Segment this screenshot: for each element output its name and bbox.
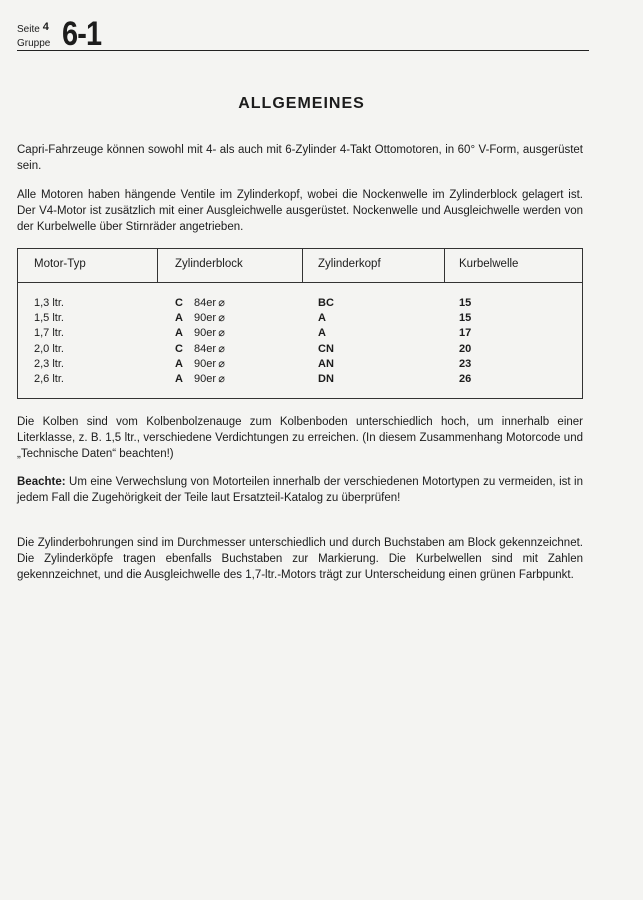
paragraph-valves: Alle Motoren haben hängende Ventile im Zylinderkopf, wobei die Nockenwelle im Zylinderblock gelagert ist. Der V4-Motor ist zusätzlich mit einer Ausgleichwelle ausgerüstet. Nockenwelle und Ausgleichwelle werden von der Kurbelwelle über Stirnräder angetrieben. — [17, 189, 583, 233]
page-title: ALLGEMEINES — [238, 95, 365, 112]
section-code: 6-1 — [62, 15, 102, 53]
note-label: Beachte: — [17, 476, 66, 488]
column-motor — [34, 296, 64, 387]
column-crank — [459, 296, 471, 387]
cell-block-letter: A — [175, 327, 183, 340]
cell-motor: 1,3 ltr. — [34, 297, 64, 309]
gruppe-label: Gruppe — [17, 38, 51, 49]
engine-table — [17, 248, 583, 399]
diameter-icon: ⌀ — [218, 342, 225, 355]
paragraph-intro: Capri-Fahrzeuge können sowohl mit 4- als auch mit 6-Zylinder 4-Takt Ottomotoren, in 60° V-Form, ausgerüstet sein. — [17, 144, 583, 172]
cell-crank: 20 — [459, 342, 472, 355]
cell-motor: 2,0 ltr. — [34, 342, 64, 355]
header-zylinderblock: Zylinderblock — [175, 258, 243, 270]
cell-head: BC — [318, 297, 334, 309]
cell-motor: 1,5 ltr. — [34, 312, 64, 325]
column-divider — [157, 249, 158, 282]
cell-block-size: 84er — [194, 297, 217, 309]
page-header-labels — [17, 22, 50, 51]
cell-crank: 15 — [459, 312, 472, 325]
cell-motor: 1,7 ltr. — [34, 327, 64, 340]
header-divider — [17, 50, 589, 51]
cell-block-size: 90er — [194, 327, 217, 340]
cell-block-size: 84er — [194, 342, 217, 355]
header-kurbelwelle: Kurbelwelle — [459, 258, 519, 270]
cell-block-letter: A — [175, 357, 183, 370]
cell-block-letter: C — [175, 297, 183, 309]
seite-label: Seite — [17, 24, 40, 35]
diameter-icon: ⌀ — [218, 312, 225, 325]
cell-crank: 17 — [459, 327, 472, 340]
header-motor-typ: Motor-Typ — [34, 258, 86, 270]
cell-block-letter: C — [175, 342, 183, 355]
cell-head: AN — [318, 357, 334, 370]
seite-number: 4 — [42, 21, 49, 33]
cell-crank: 26 — [459, 372, 472, 385]
cell-head: A — [318, 312, 326, 325]
cell-motor: 2,3 ltr. — [34, 357, 64, 370]
cell-block-size: 90er — [194, 357, 217, 370]
diameter-icon: ⌀ — [218, 357, 225, 370]
column-head — [318, 296, 334, 387]
column-block-letter — [175, 296, 183, 387]
column-block-size — [194, 296, 225, 387]
column-divider — [444, 249, 445, 282]
column-divider — [302, 249, 303, 282]
cell-block-size: 90er — [194, 372, 217, 385]
cell-head: DN — [318, 372, 334, 385]
note-text: Um eine Verwechslung von Motorteilen innerhalb der verschiedenen Motortypen zu vermeiden, ist in jedem Fall die Zugehörigkeit der Teile laut Ersatzteil-Katalog zu überprüfen! — [17, 476, 583, 504]
paragraph-note — [17, 474, 583, 506]
diameter-icon: ⌀ — [218, 372, 225, 385]
header-zylinderkopf: Zylinderkopf — [318, 258, 381, 270]
diameter-icon: ⌀ — [218, 297, 225, 309]
paragraph-bores: Die Zylinderbohrungen sind im Durchmesser unterschiedlich und durch Buchstaben am Block gekennzeichnet. Die Zylinderköpfe tragen ebenfalls Buchstaben zur Markierung. Die Kurbelwellen sind mit Zahlen gekennzeichnet, und die Ausgleichwelle des 1,7-ltr.-Motors trägt zur Unterscheidung einen grünen Farbpunkt. — [17, 537, 583, 581]
cell-crank: 23 — [459, 357, 472, 370]
cell-head: A — [318, 327, 326, 340]
cell-block-size: 90er — [194, 312, 217, 325]
cell-head: CN — [318, 342, 334, 355]
paragraph-pistons: Die Kolben sind vom Kolbenbolzenauge zum Kolbenboden unterschiedlich hoch, um innerhalb einer Literklasse, z. B. 1,5 ltr., verschiedene Verdichtungen zu erreichen. (In diesem Zusammenhang Motorcode und „Technische Daten“ beachten!) — [17, 416, 583, 460]
cell-crank: 15 — [459, 297, 472, 309]
cell-motor: 2,6 ltr. — [34, 372, 64, 385]
cell-block-letter: A — [175, 372, 183, 385]
diameter-icon: ⌀ — [218, 327, 225, 340]
cell-block-letter: A — [175, 312, 183, 325]
